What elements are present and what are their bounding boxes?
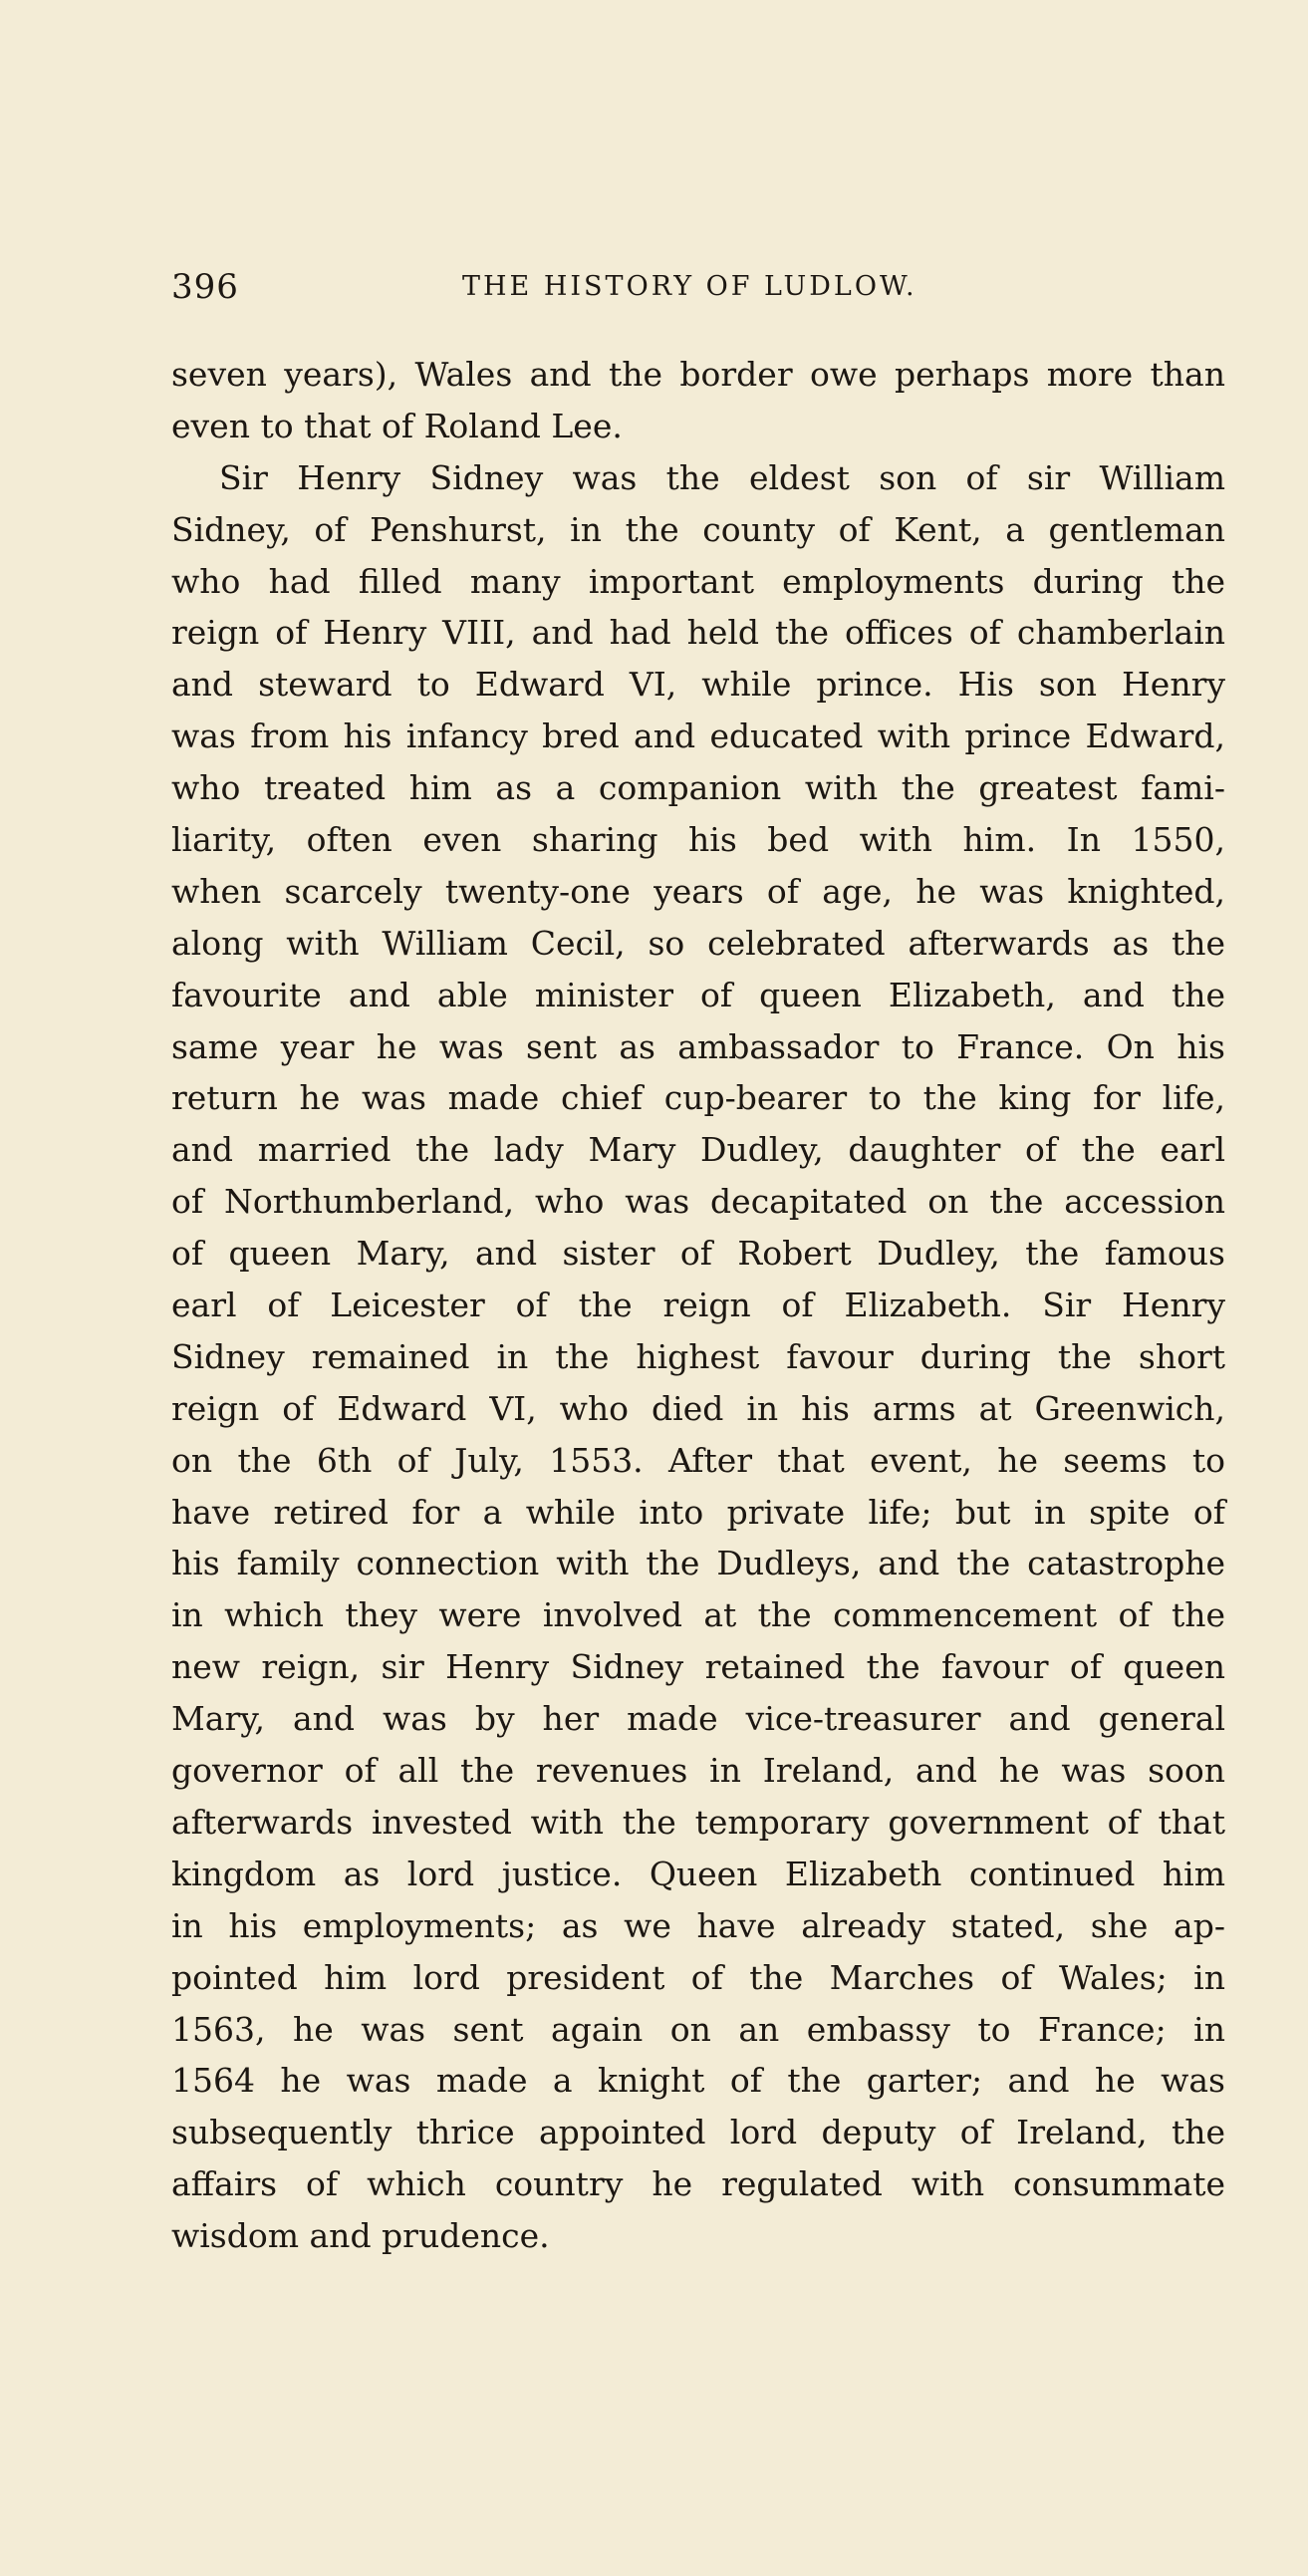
text-line: kingdom as lord justice. Queen Elizabeth continued him [171, 1854, 1225, 1893]
running-head [171, 267, 1225, 307]
text-line: governor of all the revenues in Ireland, and he was soon [171, 1751, 1225, 1791]
text-line: affairs of which country he regulated with consummate [171, 2164, 1225, 2204]
text-line: have retired for a while into private life; but in spite of [171, 1492, 1225, 1532]
text-line: subsequently thrice appointed lord deputy of Ireland, the [171, 2113, 1225, 2152]
text-line: same year he was sent as ambassador to France. On his [171, 1026, 1225, 1066]
text-line: 1563, he was sent again on an embassy to France; in [171, 2009, 1225, 2049]
text-line: even to that of Roland Lee. [171, 406, 623, 445]
text-line: of Northumberland, who was decapitated on the accession [171, 1182, 1225, 1222]
paragraph-first-line: Sir Henry Sidney was the eldest son of sir William [219, 457, 1225, 497]
text-line: who treated him as a companion with the greatest fami- [171, 768, 1225, 808]
text-line: Sidney, of Penshurst, in the county of Kent, a gentleman [171, 509, 1225, 549]
text-line: reign of Edward VI, who died in his arms at Greenwich, [171, 1388, 1225, 1428]
body-text [171, 349, 1225, 2262]
text-line: his family connection with the Dudleys, and the catastrophe [171, 1544, 1225, 1583]
text-line: earl of Leicester of the reign of Elizabeth. Sir Henry [171, 1286, 1225, 1325]
text-line: was from his infancy bred and educated with prince Edward, [171, 716, 1225, 756]
text-line: who had filled many important employments during the [171, 561, 1225, 601]
text-line: Mary, and was by her made vice-treasurer and general [171, 1699, 1225, 1739]
text-line: in which they were involved at the commencement of the [171, 1595, 1225, 1635]
text-line: liarity, often even sharing his bed with him. In 1550, [171, 820, 1225, 860]
text-line: of queen Mary, and sister of Robert Dudley, the famous [171, 1234, 1225, 1274]
text-line: on the 6th of July, 1553. After that event, he seems to [171, 1440, 1225, 1480]
running-title: THE HISTORY OF LUDLOW. [462, 271, 917, 302]
text-line: afterwards invested with the temporary government of that [171, 1802, 1225, 1842]
text-line: favourite and able minister of queen Elizabeth, and the [171, 975, 1225, 1014]
text-line: return he was made chief cup-bearer to the king for life, [171, 1078, 1225, 1118]
text-line: in his employments; as we have already stated, she ap- [171, 1905, 1225, 1945]
text-line: reign of Henry VIII, and had held the offices of chamberlain [171, 613, 1225, 653]
text-line: wisdom and prudence. [171, 2216, 550, 2256]
text-line: and steward to Edward VI, while prince. His son Henry [171, 665, 1225, 705]
text-line: and married the lady Mary Dudley, daughter of the earl [171, 1130, 1225, 1170]
text-line: new reign, sir Henry Sidney retained the favour of queen [171, 1647, 1225, 1687]
text-line: when scarcely twenty-one years of age, he was knighted, [171, 871, 1225, 911]
text-line: pointed him lord president of the Marches of Wales; in [171, 1957, 1225, 1997]
text-line: along with William Cecil, so celebrated afterwards as the [171, 923, 1225, 963]
page-number: 396 [171, 267, 239, 307]
text-line: seven years), Wales and the border owe perhaps more than [171, 355, 1225, 394]
text-line: Sidney remained in the highest favour during the short [171, 1336, 1225, 1376]
text-line: 1564 he was made a knight of the garter; and he was [171, 2061, 1225, 2101]
